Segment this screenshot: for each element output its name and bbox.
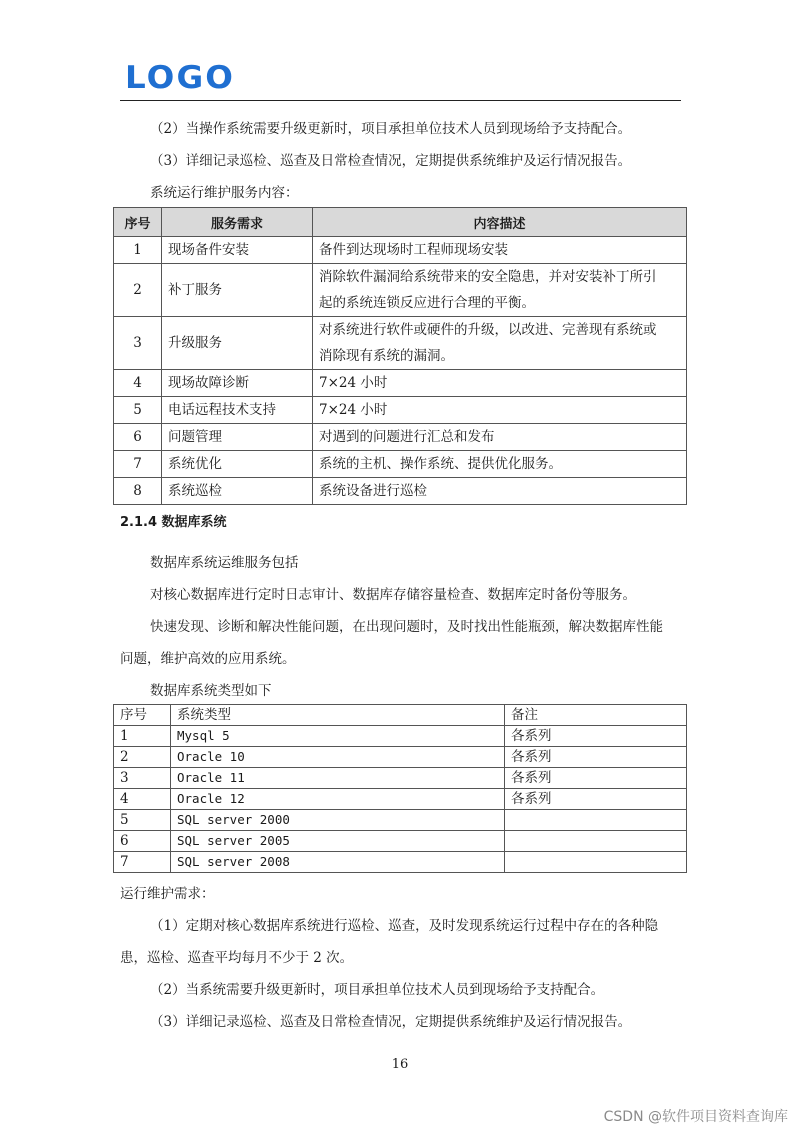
paragraph: 对核心数据库进行定时日志审计、数据库存储容量检查、数据库定时备份等服务。 xyxy=(150,587,636,603)
row-number: 7 xyxy=(114,451,162,478)
requirements-title: 运行维护需求： xyxy=(120,886,215,902)
description xyxy=(313,424,687,451)
system-type: Oracle 11 xyxy=(171,768,505,789)
paragraph: （1）定期对核心数据库系统进行巡检、巡查，及时发现系统运行过程中存在的各种隐 xyxy=(150,918,659,934)
service-need: 电话远程技术支持 xyxy=(162,397,313,424)
column-header: 系统类型 xyxy=(171,705,505,726)
row-number: 7 xyxy=(114,852,171,873)
service-need: 系统巡检 xyxy=(162,478,313,505)
paragraph: （3）详细记录巡检、巡查及日常检查情况，定期提供系统维护及运行情况报告。 xyxy=(150,153,632,169)
description-line: 对遇到的问题进行汇总和发布 xyxy=(319,429,495,445)
header-rule xyxy=(120,100,681,101)
table-row xyxy=(114,789,687,810)
system-type: Mysql 5 xyxy=(171,726,505,747)
table-row xyxy=(114,747,687,768)
row-number: 4 xyxy=(114,789,171,810)
table-row xyxy=(114,424,687,451)
service-need: 问题管理 xyxy=(162,424,313,451)
table-header-row xyxy=(114,705,687,726)
description xyxy=(313,397,687,424)
paragraph: （2）当操作系统需要升级更新时，项目承担单位技术人员到现场给予支持配合。 xyxy=(150,121,632,137)
table-row xyxy=(114,852,687,873)
row-number: 3 xyxy=(114,317,162,370)
system-type: SQL server 2008 xyxy=(171,852,505,873)
service-table xyxy=(113,207,687,505)
watermark: CSDN @软件项目资料查询库 xyxy=(603,1109,788,1125)
remark xyxy=(505,852,687,873)
row-number: 1 xyxy=(114,237,162,264)
row-number: 6 xyxy=(114,424,162,451)
row-number: 6 xyxy=(114,831,171,852)
remark xyxy=(505,831,687,852)
section-heading: 2.1.4 数据库系统 xyxy=(120,515,227,530)
paragraph: 患，巡检、巡查平均每月不少于 2 次。 xyxy=(120,950,354,966)
description-line: 起的系统连锁反应进行合理的平衡。 xyxy=(319,295,535,311)
table-row xyxy=(114,397,687,424)
table-row xyxy=(114,478,687,505)
paragraph: 系统运行维护服务内容： xyxy=(150,185,299,201)
table-header-row xyxy=(114,208,687,237)
description xyxy=(313,317,687,370)
column-header: 备注 xyxy=(505,705,687,726)
description xyxy=(313,478,687,505)
system-type: Oracle 12 xyxy=(171,789,505,810)
service-need: 升级服务 xyxy=(162,317,313,370)
remark: 各系列 xyxy=(505,789,687,810)
table-row xyxy=(114,768,687,789)
remark: 各系列 xyxy=(505,768,687,789)
system-type: SQL server 2000 xyxy=(171,810,505,831)
description xyxy=(313,264,687,317)
row-number: 1 xyxy=(114,726,171,747)
row-number: 2 xyxy=(114,747,171,768)
paragraph: 问题，维护高效的应用系统。 xyxy=(120,651,296,667)
description xyxy=(313,237,687,264)
column-header: 序号 xyxy=(114,705,171,726)
remark xyxy=(505,810,687,831)
system-type: Oracle 10 xyxy=(171,747,505,768)
service-need: 系统优化 xyxy=(162,451,313,478)
description-line: 对系统进行软件或硬件的升级，以改进、完善现有系统或 xyxy=(319,322,657,338)
table-row xyxy=(114,370,687,397)
table-row xyxy=(114,264,687,317)
row-number: 8 xyxy=(114,478,162,505)
description-line: 消除软件漏洞给系统带来的安全隐患，并对安装补丁所引 xyxy=(319,269,657,285)
service-need: 补丁服务 xyxy=(162,264,313,317)
remark: 各系列 xyxy=(505,747,687,768)
row-number: 4 xyxy=(114,370,162,397)
paragraph: 数据库系统类型如下 xyxy=(150,683,272,699)
service-need: 现场备件安装 xyxy=(162,237,313,264)
paragraph: （3）详细记录巡检、巡查及日常检查情况，定期提供系统维护及运行情况报告。 xyxy=(150,1014,632,1030)
page-number: 16 xyxy=(391,1057,409,1072)
description xyxy=(313,370,687,397)
column-header: 序号 xyxy=(114,208,162,237)
paragraph: （2）当系统需要升级更新时，项目承担单位技术人员到现场给予支持配合。 xyxy=(150,982,605,998)
table-row xyxy=(114,831,687,852)
service-need: 现场故障诊断 xyxy=(162,370,313,397)
remark: 各系列 xyxy=(505,726,687,747)
description xyxy=(313,451,687,478)
table-row xyxy=(114,237,687,264)
row-number: 3 xyxy=(114,768,171,789)
table-row xyxy=(114,810,687,831)
row-number: 5 xyxy=(114,810,171,831)
table-row xyxy=(114,317,687,370)
column-header: 服务需求 xyxy=(162,208,313,237)
row-number: 2 xyxy=(114,264,162,317)
description-line: 7×24 小时 xyxy=(319,375,388,391)
column-header: 内容描述 xyxy=(313,208,687,237)
table-row xyxy=(114,726,687,747)
paragraph: 数据库系统运维服务包括 xyxy=(150,555,299,571)
description-line: 消除现有系统的漏洞。 xyxy=(319,348,454,364)
system-type: SQL server 2005 xyxy=(171,831,505,852)
table-row xyxy=(114,451,687,478)
database-table xyxy=(113,704,687,873)
description-line: 备件到达现场时工程师现场安装 xyxy=(319,242,508,258)
paragraph: 快速发现、诊断和解决性能问题，在出现问题时，及时找出性能瓶颈，解决数据库性能 xyxy=(150,619,663,635)
description-line: 7×24 小时 xyxy=(319,402,388,418)
description-line: 系统的主机、操作系统、提供优化服务。 xyxy=(319,456,562,472)
row-number: 5 xyxy=(114,397,162,424)
description-line: 系统设备进行巡检 xyxy=(319,483,427,499)
logo: LOGO xyxy=(125,60,236,96)
